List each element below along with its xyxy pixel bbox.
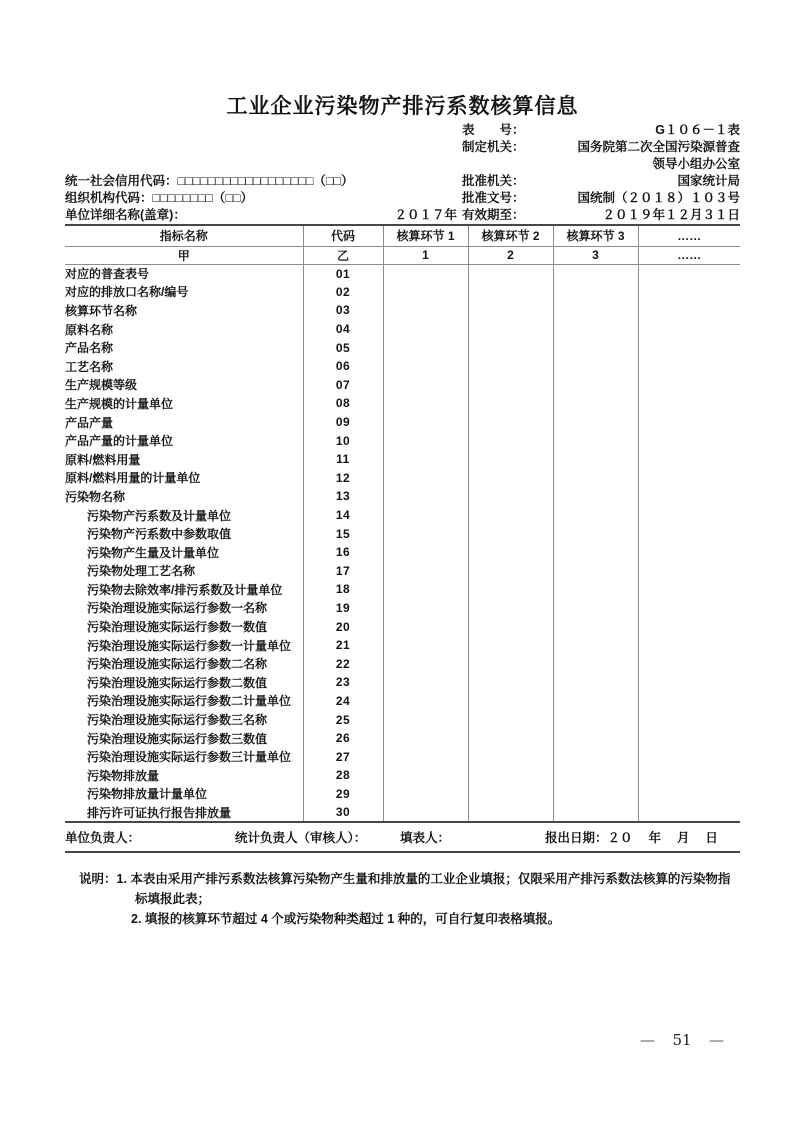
meta-row-unit-name — [65, 207, 740, 224]
valid-until-label: 有效期至： — [462, 208, 525, 222]
value-cell — [638, 431, 740, 450]
value-cell — [383, 450, 468, 469]
meta-row-org-code — [65, 190, 740, 207]
indicator-code: 27 — [303, 747, 383, 766]
value-cell — [468, 710, 553, 729]
page-number-value: 51 — [672, 1031, 692, 1049]
credit-code-label: 统一社会信用代码： — [65, 174, 178, 188]
table-row — [65, 487, 740, 506]
value-cell — [468, 301, 553, 320]
indicator-name: 生产规模的计量单位 — [65, 394, 303, 413]
value-cell — [553, 692, 638, 711]
value-cell — [638, 710, 740, 729]
value-cell — [468, 599, 553, 618]
value-cell — [383, 617, 468, 636]
value-cell — [383, 524, 468, 543]
note-line-1-cont: 标填报此表； — [135, 892, 211, 906]
value-cell — [638, 562, 740, 581]
value-cell — [468, 543, 553, 562]
meta-row-maker — [65, 139, 740, 156]
value-cell — [383, 785, 468, 804]
value-cell — [383, 654, 468, 673]
value-cell — [383, 338, 468, 357]
value-cell — [383, 376, 468, 395]
credit-code-boxes: □□□□□□□□□□□□□□□□□□（□□） — [177, 174, 354, 188]
value-cell — [383, 710, 468, 729]
indicator-name: 污染治理设施实际运行参数三名称 — [65, 710, 303, 729]
value-cell — [638, 357, 740, 376]
subheader-3: 3 — [553, 246, 638, 264]
col-header-step1: 核算环节 1 — [383, 225, 468, 246]
value-cell — [638, 376, 740, 395]
value-cell — [383, 636, 468, 655]
unit-name-label: 单位详细名称(盖章)： — [65, 208, 186, 222]
table-no-value: G１０６－１表 — [655, 123, 740, 137]
value-cell — [553, 747, 638, 766]
table-row — [65, 617, 740, 636]
value-cell — [638, 283, 740, 302]
value-cell — [553, 785, 638, 804]
page-number — [640, 1031, 724, 1049]
header-row-1 — [65, 225, 740, 246]
org-code-boxes: □□□□□□□□（□□） — [152, 191, 254, 205]
value-cell — [553, 338, 638, 357]
header-row-2 — [65, 246, 740, 264]
value-cell — [468, 562, 553, 581]
table-row — [65, 747, 740, 766]
value-cell — [553, 506, 638, 525]
indicator-name: 污染治理设施实际运行参数一计量单位 — [65, 636, 303, 655]
maker-label: 制定机关： — [462, 140, 525, 154]
approver-label: 批准机关： — [462, 174, 525, 188]
value-cell — [383, 487, 468, 506]
signature-line — [65, 825, 740, 853]
subheader-yi: 乙 — [303, 246, 383, 264]
value-cell — [468, 692, 553, 711]
value-cell — [638, 413, 740, 432]
doc-no-label: 批准文号： — [462, 191, 525, 205]
table-row — [65, 524, 740, 543]
subheader-2: 2 — [468, 246, 553, 264]
indicator-name: 产品产量的计量单位 — [65, 431, 303, 450]
note-1-text: 1. 本表由采用产排污系数法核算污染物产生量和排放量的工业企业填报；仅限采用产排污系数法核算的污染物指 — [116, 872, 731, 886]
table-row — [65, 599, 740, 618]
indicator-code: 04 — [303, 320, 383, 339]
doc-no-line — [462, 190, 740, 207]
value-cell — [383, 803, 468, 822]
table-row — [65, 543, 740, 562]
col-header-indicator-name: 指标名称 — [65, 225, 303, 246]
table-row — [65, 766, 740, 785]
value-cell — [468, 431, 553, 450]
valid-until-value: ２０１９年１２月３１日 — [602, 208, 740, 222]
indicator-name: 污染治理设施实际运行参数三数值 — [65, 729, 303, 748]
value-cell — [468, 506, 553, 525]
indicator-code: 06 — [303, 357, 383, 376]
indicator-code: 21 — [303, 636, 383, 655]
value-cell — [383, 394, 468, 413]
table-row — [65, 431, 740, 450]
indicator-code: 12 — [303, 469, 383, 488]
indicator-code: 20 — [303, 617, 383, 636]
value-cell — [638, 617, 740, 636]
value-cell — [468, 283, 553, 302]
table-row — [65, 636, 740, 655]
value-cell — [553, 636, 638, 655]
value-cell — [553, 580, 638, 599]
indicator-name: 污染治理设施实际运行参数一名称 — [65, 599, 303, 618]
value-cell — [468, 450, 553, 469]
report-year: ２０１７年 — [394, 208, 457, 222]
value-cell — [553, 469, 638, 488]
report-date-label: 报出日期：２０ 年 月 日 — [545, 831, 718, 845]
indicator-name: 产品名称 — [65, 338, 303, 357]
unit-head-label: 单位负责人： — [65, 831, 141, 845]
indicator-code: 18 — [303, 580, 383, 599]
indicator-code: 11 — [303, 450, 383, 469]
value-cell — [638, 524, 740, 543]
value-cell — [553, 301, 638, 320]
approver-value: 国家统计局 — [677, 174, 740, 188]
col-header-step3: 核算环节 3 — [553, 225, 638, 246]
value-cell — [553, 283, 638, 302]
value-cell — [383, 357, 468, 376]
table-row — [65, 450, 740, 469]
value-cell — [383, 580, 468, 599]
value-cell — [383, 413, 468, 432]
indicator-name: 污染物名称 — [65, 487, 303, 506]
value-cell — [638, 654, 740, 673]
value-cell — [468, 469, 553, 488]
indicator-code: 07 — [303, 376, 383, 395]
value-cell — [468, 785, 553, 804]
col-header-code: 代码 — [303, 225, 383, 246]
value-cell — [383, 766, 468, 785]
value-cell — [468, 357, 553, 376]
org-code-label: 组织机构代码： — [65, 191, 153, 205]
value-cell — [638, 747, 740, 766]
indicator-code: 09 — [303, 413, 383, 432]
indicator-code: 10 — [303, 431, 383, 450]
subheader-jia: 甲 — [65, 246, 303, 264]
table-row — [65, 803, 740, 822]
value-cell — [553, 729, 638, 748]
value-cell — [383, 543, 468, 562]
table-row — [65, 264, 740, 283]
subheader-1: 1 — [383, 246, 468, 264]
value-cell — [638, 301, 740, 320]
value-cell — [638, 785, 740, 804]
indicator-name: 污染治理设施实际运行参数一数值 — [65, 617, 303, 636]
value-cell — [468, 580, 553, 599]
indicator-name: 污染治理设施实际运行参数二名称 — [65, 654, 303, 673]
indicator-table-wrap — [65, 224, 740, 823]
value-cell — [553, 710, 638, 729]
indicator-code: 28 — [303, 766, 383, 785]
table-row — [65, 413, 740, 432]
indicator-name: 污染物处理工艺名称 — [65, 562, 303, 581]
value-cell — [638, 543, 740, 562]
indicator-code: 14 — [303, 506, 383, 525]
table-row — [65, 729, 740, 748]
maker-value: 国务院第二次全国污染源普查 — [577, 140, 740, 154]
table-row — [65, 654, 740, 673]
indicator-code: 22 — [303, 654, 383, 673]
indicator-name: 原料/燃料用量 — [65, 450, 303, 469]
col-header-ellipsis: …… — [638, 225, 740, 246]
note-line-2: 2. 填报的核算环节超过 4 个或污染物种类超过 1 种的，可自行复印表格填报。 — [131, 912, 561, 926]
indicator-code: 17 — [303, 562, 383, 581]
doc-no-value: 国统制（２０１８）１０３号 — [577, 191, 740, 205]
value-cell — [468, 747, 553, 766]
value-cell — [638, 506, 740, 525]
table-row — [65, 283, 740, 302]
value-cell — [638, 394, 740, 413]
value-cell — [638, 450, 740, 469]
table-no-label: 表 号： — [462, 123, 525, 137]
meta-row-credit-code — [65, 173, 740, 190]
indicator-name: 污染治理设施实际运行参数二数值 — [65, 673, 303, 692]
value-cell — [553, 617, 638, 636]
table-row — [65, 785, 740, 804]
value-cell — [553, 673, 638, 692]
value-cell — [553, 766, 638, 785]
value-cell — [468, 729, 553, 748]
table-head — [65, 225, 740, 264]
value-cell — [638, 487, 740, 506]
indicator-name: 核算环节名称 — [65, 301, 303, 320]
form-meta-header — [65, 122, 740, 224]
maker2-value: 领导小组办公室 — [652, 157, 740, 171]
indicator-name: 污染物去除效率/排污系数及计量单位 — [65, 580, 303, 599]
value-cell — [468, 394, 553, 413]
value-cell — [383, 301, 468, 320]
value-cell — [383, 469, 468, 488]
table-row — [65, 338, 740, 357]
value-cell — [638, 729, 740, 748]
table-row — [65, 376, 740, 395]
value-cell — [383, 431, 468, 450]
value-cell — [468, 636, 553, 655]
meta-row-maker2 — [65, 156, 740, 173]
approver-line — [462, 173, 740, 190]
value-cell — [468, 264, 553, 283]
table-row — [65, 673, 740, 692]
table-row — [65, 357, 740, 376]
value-cell — [638, 599, 740, 618]
value-cell — [383, 729, 468, 748]
table-row — [65, 562, 740, 581]
value-cell — [638, 580, 740, 599]
form-title: 工业企业污染物产排污系数核算信息 — [226, 95, 579, 118]
subheader-ellipsis: …… — [638, 246, 740, 264]
value-cell — [638, 469, 740, 488]
indicator-code: 08 — [303, 394, 383, 413]
value-cell — [553, 357, 638, 376]
indicator-name: 污染物排放量 — [65, 766, 303, 785]
value-cell — [638, 636, 740, 655]
value-cell — [468, 617, 553, 636]
value-cell — [553, 599, 638, 618]
value-cell — [638, 264, 740, 283]
value-cell — [638, 673, 740, 692]
indicator-code: 23 — [303, 673, 383, 692]
unit-name-line — [65, 207, 457, 224]
indicator-name: 对应的排放口名称/编号 — [65, 283, 303, 302]
indicator-code: 25 — [303, 710, 383, 729]
indicator-name: 原料名称 — [65, 320, 303, 339]
table-row — [65, 469, 740, 488]
value-cell — [383, 506, 468, 525]
notes-section — [79, 869, 740, 929]
table-row — [65, 580, 740, 599]
col-header-step2: 核算环节 2 — [468, 225, 553, 246]
value-cell — [553, 487, 638, 506]
indicator-name: 工艺名称 — [65, 357, 303, 376]
table-row — [65, 301, 740, 320]
value-cell — [638, 803, 740, 822]
value-cell — [383, 673, 468, 692]
value-cell — [468, 673, 553, 692]
indicator-name: 污染物产生量及计量单位 — [65, 543, 303, 562]
note-line-1 — [79, 869, 740, 889]
value-cell — [468, 766, 553, 785]
page-number-left-dash: — — [640, 1031, 655, 1049]
indicator-name: 生产规模等级 — [65, 376, 303, 395]
value-cell — [553, 524, 638, 543]
indicator-code: 02 — [303, 283, 383, 302]
indicator-name: 污染物产污系数中参数取值 — [65, 524, 303, 543]
value-cell — [638, 338, 740, 357]
value-cell — [383, 320, 468, 339]
value-cell — [553, 413, 638, 432]
value-cell — [553, 803, 638, 822]
indicator-code: 19 — [303, 599, 383, 618]
indicator-code: 30 — [303, 803, 383, 822]
indicator-code: 26 — [303, 729, 383, 748]
indicator-name: 污染物排放量计量单位 — [65, 785, 303, 804]
value-cell — [468, 803, 553, 822]
indicator-code: 16 — [303, 543, 383, 562]
stat-head-label: 统计负责人（审核人）： — [235, 831, 367, 845]
value-cell — [468, 338, 553, 357]
value-cell — [383, 747, 468, 766]
value-cell — [553, 376, 638, 395]
table-row — [65, 506, 740, 525]
indicator-code: 13 — [303, 487, 383, 506]
indicator-name: 对应的普查表号 — [65, 264, 303, 283]
table-row — [65, 710, 740, 729]
value-cell — [468, 487, 553, 506]
value-cell — [553, 320, 638, 339]
value-cell — [553, 543, 638, 562]
table-body — [65, 264, 740, 822]
value-cell — [383, 283, 468, 302]
indicator-name: 原料/燃料用量的计量单位 — [65, 469, 303, 488]
value-cell — [468, 413, 553, 432]
value-cell — [383, 562, 468, 581]
maker-line — [462, 139, 740, 156]
value-cell — [383, 692, 468, 711]
indicator-code: 24 — [303, 692, 383, 711]
indicator-code: 29 — [303, 785, 383, 804]
value-cell — [468, 376, 553, 395]
value-cell — [468, 524, 553, 543]
value-cell — [383, 264, 468, 283]
value-cell — [383, 599, 468, 618]
notes-label: 说明： — [79, 872, 117, 886]
value-cell — [553, 654, 638, 673]
indicator-name: 污染物产污系数及计量单位 — [65, 506, 303, 525]
indicator-code: 05 — [303, 338, 383, 357]
indicator-name: 产品产量 — [65, 413, 303, 432]
value-cell — [468, 654, 553, 673]
value-cell — [638, 320, 740, 339]
indicator-name: 排污许可证执行报告排放量 — [65, 803, 303, 822]
page-number-right-dash: — — [709, 1031, 724, 1049]
table-row — [65, 320, 740, 339]
credit-code-line — [65, 173, 354, 190]
maker2-line — [462, 156, 740, 173]
valid-until-line — [462, 207, 740, 224]
value-cell — [553, 450, 638, 469]
value-cell — [468, 320, 553, 339]
meta-row-table-no — [65, 122, 740, 139]
value-cell — [553, 394, 638, 413]
value-cell — [638, 766, 740, 785]
value-cell — [553, 562, 638, 581]
value-cell — [638, 692, 740, 711]
table-row — [65, 692, 740, 711]
indicator-code: 01 — [303, 264, 383, 283]
indicator-code: 15 — [303, 524, 383, 543]
org-code-line — [65, 190, 253, 207]
indicator-code: 03 — [303, 301, 383, 320]
form-filler-label: 填表人： — [400, 831, 451, 845]
indicator-table — [65, 224, 740, 823]
indicator-name: 污染治理设施实际运行参数三计量单位 — [65, 747, 303, 766]
value-cell — [553, 264, 638, 283]
table-no-line — [462, 122, 740, 139]
value-cell — [553, 431, 638, 450]
table-row — [65, 394, 740, 413]
indicator-name: 污染治理设施实际运行参数二计量单位 — [65, 692, 303, 711]
